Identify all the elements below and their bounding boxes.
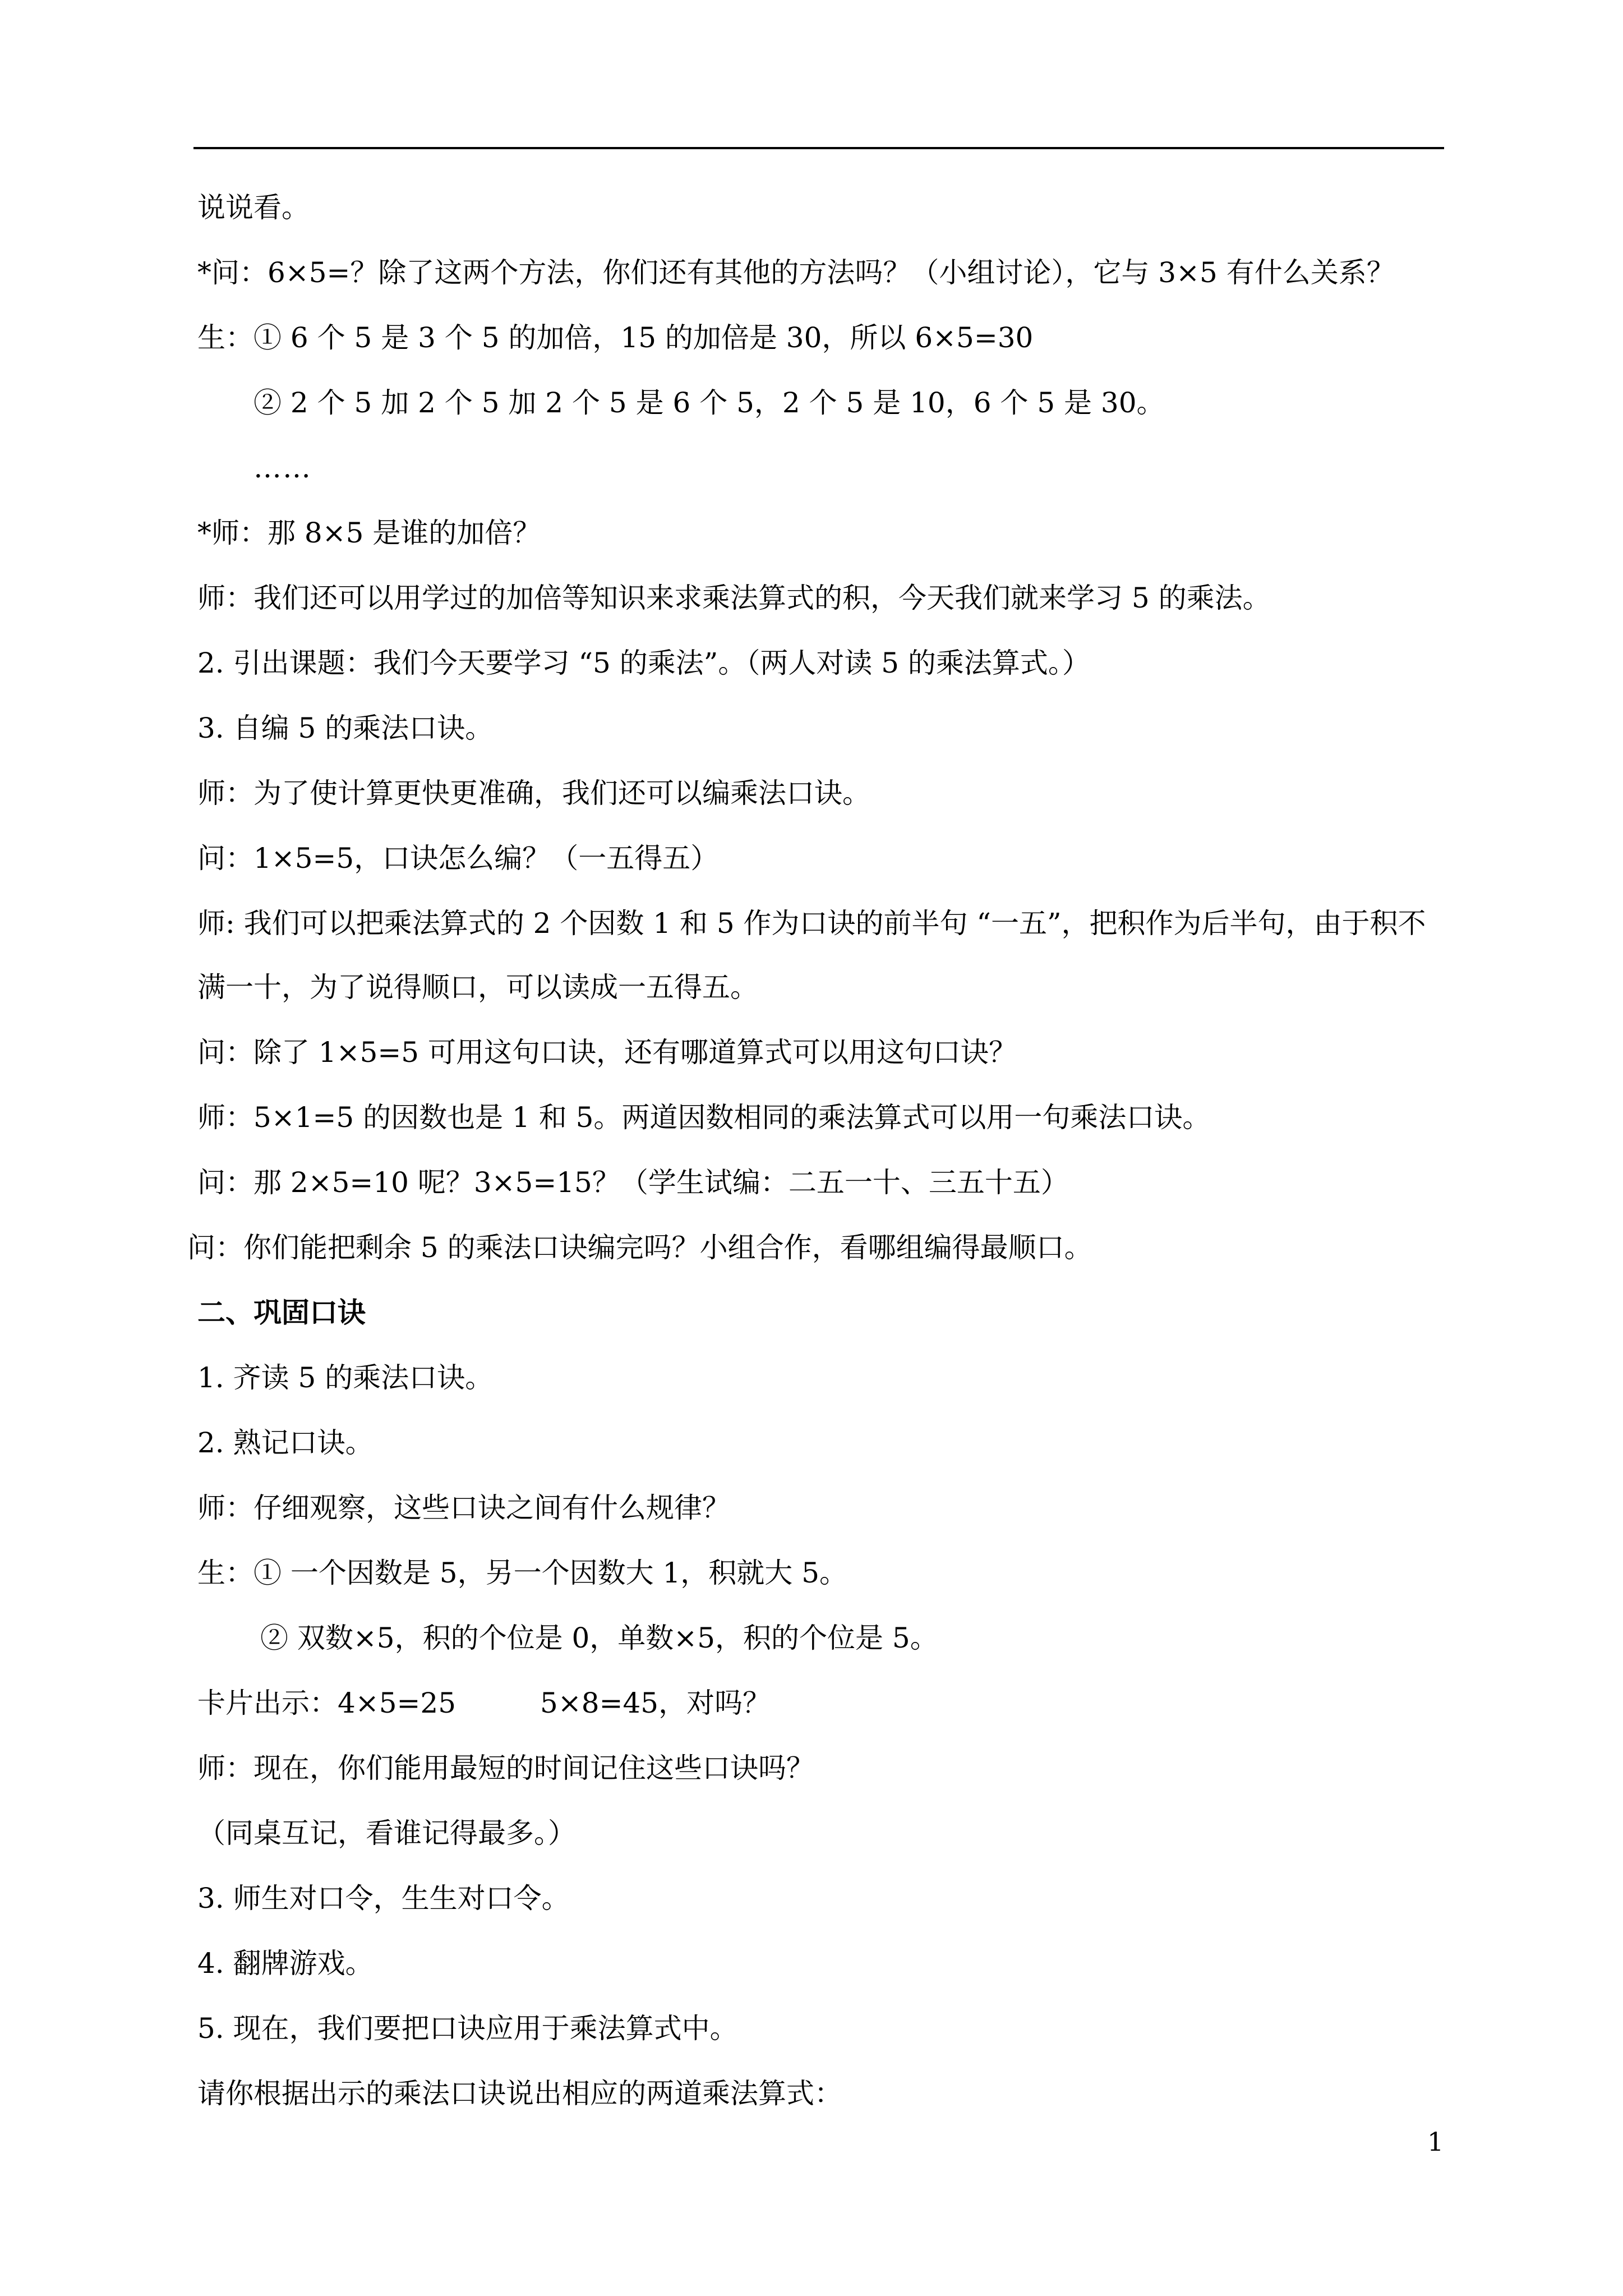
- text-line: 生：① 一个因数是 5，另一个因数大 1，积就大 5。: [197, 1557, 848, 1589]
- card-question: 5×8=45，对吗？: [540, 1687, 771, 1719]
- text-line: 5. 现在，我们要把口诀应用于乘法算式中。: [197, 2012, 738, 2045]
- text-line: 师：5×1=5 的因数也是 1 和 5。两道因数相同的乘法算式可以用一句乘法口诀。: [197, 1101, 1211, 1134]
- document-body: [187, 191, 1442, 2142]
- card-expression: 卡片出示：4×5=25: [197, 1687, 457, 1719]
- text-line: 问：你们能把剩余 5 的乘法口诀编完吗？小组合作，看哪组编得最顺口。: [187, 1231, 1092, 1264]
- text-line: 问：1×5=5，口诀怎么编？（一五得五）: [197, 842, 719, 875]
- text-line: 问：除了 1×5=5 可用这句口诀，还有哪道算式可以用这句口诀？: [197, 1036, 1017, 1069]
- text-line: 师：我们还可以用学过的加倍等知识来求乘法算式的积，今天我们就来学习 5 的乘法。: [197, 582, 1271, 614]
- section-heading: 二、巩固口诀: [197, 1296, 366, 1329]
- text-line: *师：那 8×5 是谁的加倍？: [197, 517, 541, 549]
- text-line: 3. 自编 5 的乘法口诀。: [197, 712, 494, 744]
- ellipsis-line: ……: [253, 452, 312, 484]
- text-line: 说说看。: [197, 191, 310, 224]
- text-line: 2. 熟记口诀。: [197, 1427, 374, 1459]
- card-line: [197, 1686, 1442, 1720]
- text-line: （同桌互记，看谁记得最多。）: [197, 1817, 576, 1849]
- text-line: 师：仔细观察，这些口诀之间有什么规律？: [197, 1492, 730, 1524]
- text-line: ② 2 个 5 加 2 个 5 加 2 个 5 是 6 个 5，2 个 5 是 10，6 个 5 是 30。: [253, 386, 1165, 419]
- text-line: 问：那 2×5=10 呢？3×5=15？（学生试编：二五一十、三五十五）: [197, 1166, 1069, 1199]
- text-line: ② 双数×5，积的个位是 0，单数×5，积的个位是 5。: [260, 1622, 938, 1654]
- text-line: 师：为了使计算更快更准确，我们还可以编乘法口诀。: [197, 777, 870, 809]
- text-line: 生：① 6 个 5 是 3 个 5 的加倍，15 的加倍是 30，所以 6×5=30: [197, 321, 1034, 354]
- text-line: 3. 师生对口令，生生对口令。: [197, 1882, 570, 1915]
- text-line: 4. 翻牌游戏。: [197, 1947, 374, 1980]
- text-line: 满一十，为了说得顺口，可以读成一五得五。: [197, 971, 758, 1004]
- page-number: 1: [1427, 2127, 1444, 2157]
- wrapped-paragraph: [197, 907, 1442, 1004]
- text-line: 1. 齐读 5 的乘法口诀。: [197, 1361, 494, 1394]
- text-line: 请你根据出示的乘法口诀说出相应的两道乘法算式：: [197, 2077, 842, 2110]
- text-line: 师: 我们可以把乘法算式的 2 个因数 1 和 5 作为口诀的前半句 “一五”，把积作为后半句，由于积不: [197, 907, 1426, 940]
- text-line: 2. 引出课题：我们今天要学习 “5 的乘法”。（两人对读 5 的乘法算式。）: [197, 647, 1090, 679]
- text-line: *问：6×5=？除了这两个方法，你们还有其他的方法吗？（小组讨论），它与 3×5 有什么关系？: [197, 256, 1395, 289]
- text-line: 师：现在，你们能用最短的时间记住这些口诀吗？: [197, 1752, 814, 1784]
- header-rule: [193, 147, 1444, 149]
